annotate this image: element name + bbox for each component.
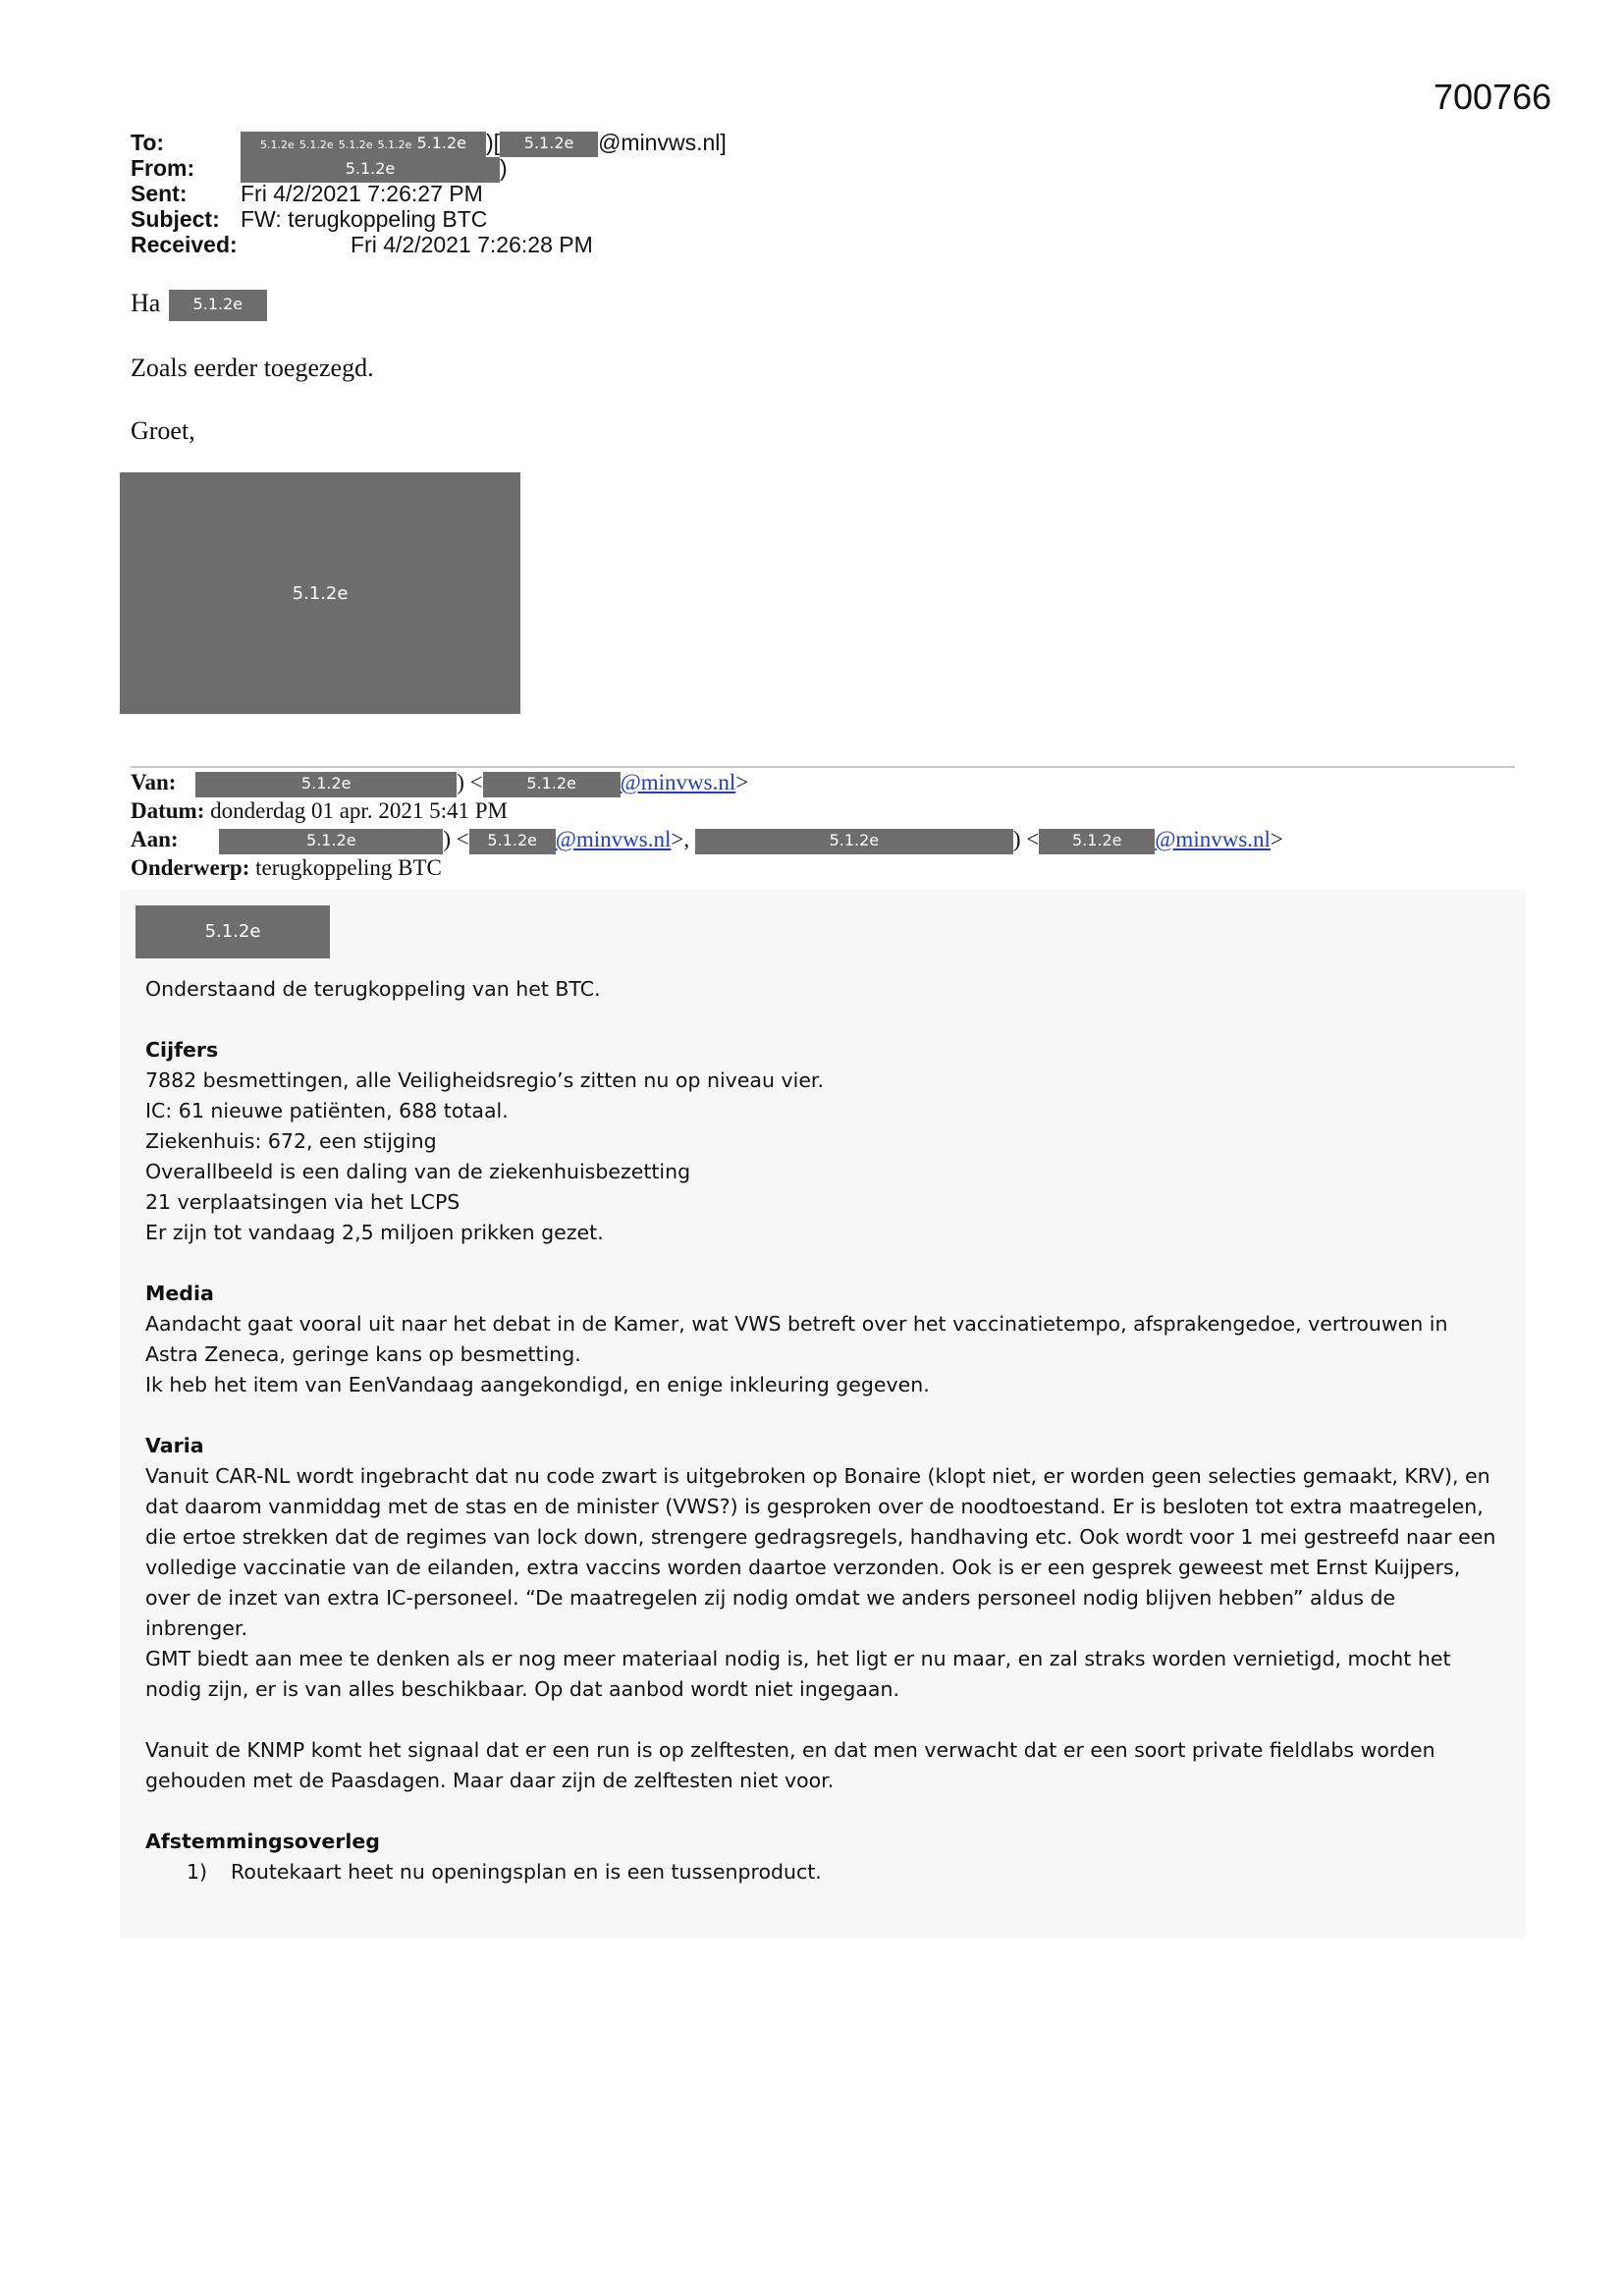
onderwerp-value: terugkoppeling BTC [255, 855, 442, 880]
from-row [131, 155, 727, 181]
varia-heading: Varia [145, 1434, 204, 1457]
received-value: Fri 4/2/2021 7:26:28 PM [351, 232, 593, 257]
media-paragraph: Aandacht gaat vooral uit naar het debat in de Kamer, wat VWS betreft over het vaccinatietempo, afsprakengedoe, vertrouwen in Astra Zeneca, geringe kans op besmetting. [145, 1312, 1448, 1366]
email-header [131, 130, 727, 257]
salutation: Ha [131, 289, 161, 317]
redaction-aan-email-2: 5.1.2e [1039, 829, 1155, 854]
salutation-line [131, 289, 267, 321]
greeting-line: Zoals eerder toegezegd. [131, 354, 374, 382]
aan-email-link-2[interactable]: @minvws.nl [1155, 827, 1271, 851]
cijfers-line: Er zijn tot vandaag 2,5 miljoen prikken gezet. [145, 1221, 604, 1244]
sent-value: Fri 4/2/2021 7:26:27 PM [241, 181, 483, 206]
afstemming-heading: Afstemmingsoverleg [145, 1830, 380, 1853]
cijfers-line: IC: 61 nieuwe patiënten, 688 totaal. [145, 1099, 509, 1122]
numbered-list-item [145, 1857, 1500, 1887]
cijfers-line: Overallbeeld is een daling van de ziekenhuisbezetting [145, 1160, 691, 1183]
redaction-body-salutation: 5.1.2e [135, 905, 330, 958]
from-value: 5.1.2e ) [241, 155, 508, 183]
van-row: Van: 5.1.2e ) < 5.1.2e @minvws.nl> [131, 768, 1283, 796]
subject-value: FW: terugkoppeling BTC [241, 206, 488, 232]
subject-label: Subject: [131, 206, 220, 232]
cijfers-line: 7882 besmettingen, alle Veiligheidsregio’s zitten nu op niveau vier. [145, 1068, 824, 1092]
aan-row: Aan: 5.1.2e ) < 5.1.2e @minvws.nl>, 5.1.2e ) < 5.1.2e @minvws.nl> [131, 825, 1283, 853]
sent-row [131, 181, 727, 206]
closing-line: Groet, [131, 416, 195, 445]
to-value: 5.1.2e 5.1.2e 5.1.2e 5.1.2e 5.1.2e )[ 5.1.2e @minvws.nl] [241, 130, 727, 157]
cijfers-line: Ziekenhuis: 672, een stijging [145, 1129, 437, 1153]
redaction-van-email: 5.1.2e [483, 772, 621, 797]
cijfers-heading: Cijfers [145, 1038, 219, 1062]
datum-label: Datum: [131, 798, 205, 823]
list-number: 1) [187, 1860, 208, 1884]
aan-label: Aan: [131, 827, 179, 851]
list-item-text: Routekaart heet nu openingsplan en is een tussenproduct. [231, 1860, 822, 1884]
sent-label: Sent: [131, 181, 188, 206]
datum-value: donderdag 01 apr. 2021 5:41 PM [210, 798, 508, 823]
aan-email-link-1[interactable]: @minvws.nl [555, 827, 672, 851]
forwarded-header [131, 768, 1283, 882]
varia-paragraph: GMT biedt aan mee te denken als er nog meer materiaal nodig is, het ligt er nu maar, en zal straks worden vernietigd, mocht het nodig zijn, er is van alles beschikbaar. Op dat aanbod wordt niet ingegaan. [145, 1647, 1451, 1701]
redaction-to-email: 5.1.2e [500, 132, 598, 157]
document-number: 700766 [1434, 77, 1552, 117]
van-email-link[interactable]: @minvws.nl [620, 770, 736, 794]
subject-row [131, 206, 727, 232]
message-body [145, 974, 1500, 1887]
received-row [131, 232, 727, 257]
media-heading: Media [145, 1282, 214, 1305]
cijfers-line: 21 verplaatsingen via het LCPS [145, 1190, 460, 1214]
redaction-salutation-name: 5.1.2e [169, 290, 267, 321]
received-label: Received: [131, 232, 238, 257]
to-label: To: [131, 130, 165, 155]
redaction-aan-email-1: 5.1.2e [469, 829, 556, 854]
van-label: Van: [131, 770, 177, 794]
knmp-paragraph: Vanuit de KNMP komt het signaal dat er een run is op zelftesten, en dat men verwacht dat er een soort private fieldlabs worden gehouden met de Paasdagen. Maar daar zijn de zelftesten niet voor. [145, 1738, 1435, 1792]
onderwerp-label: Onderwerp: [131, 855, 250, 880]
redaction-aan-name-1: 5.1.2e [219, 829, 443, 854]
to-row [131, 130, 727, 155]
onderwerp-row [131, 853, 1283, 882]
redaction-from: 5.1.2e [241, 157, 500, 183]
redaction-van-name: 5.1.2e [195, 772, 457, 797]
varia-paragraph: Vanuit CAR-NL wordt ingebracht dat nu code zwart is uitgebroken op Bonaire (klopt niet, er worden geen selecties gemaakt, KRV), en dat daarom vanmiddag met de stas en de minister (VWS?) is gesproken over de noodtoestand. Er is besloten tot extra maatregelen, die ertoe strekken dat de regimes van lock down, strengere gedragsregels, handhaving etc. Ook wordt voor 1 mei gestreefd naar een volledige vaccinatie van de eilanden, extra vaccins worden daartoe verzonden. Ook is er een gesprek geweest met Ernst Kuijpers, over de inzet van extra IC-personeel. “De maatregelen zij nodig omdat we anders personeel nodig blijven hebben” aldus de inbrenger. [145, 1464, 1496, 1640]
datum-row [131, 796, 1283, 825]
intro-text: Onderstaand de terugkoppeling van het BTC. [145, 977, 601, 1001]
redaction-to-names: 5.1.2e 5.1.2e 5.1.2e 5.1.2e 5.1.2e [241, 132, 486, 157]
from-label: From: [131, 155, 195, 181]
redaction-signature: 5.1.2e [120, 472, 520, 714]
redaction-aan-name-2: 5.1.2e [695, 829, 1013, 854]
media-paragraph: Ik heb het item van EenVandaag aangekondigd, en enige inkleuring gegeven. [145, 1373, 930, 1396]
